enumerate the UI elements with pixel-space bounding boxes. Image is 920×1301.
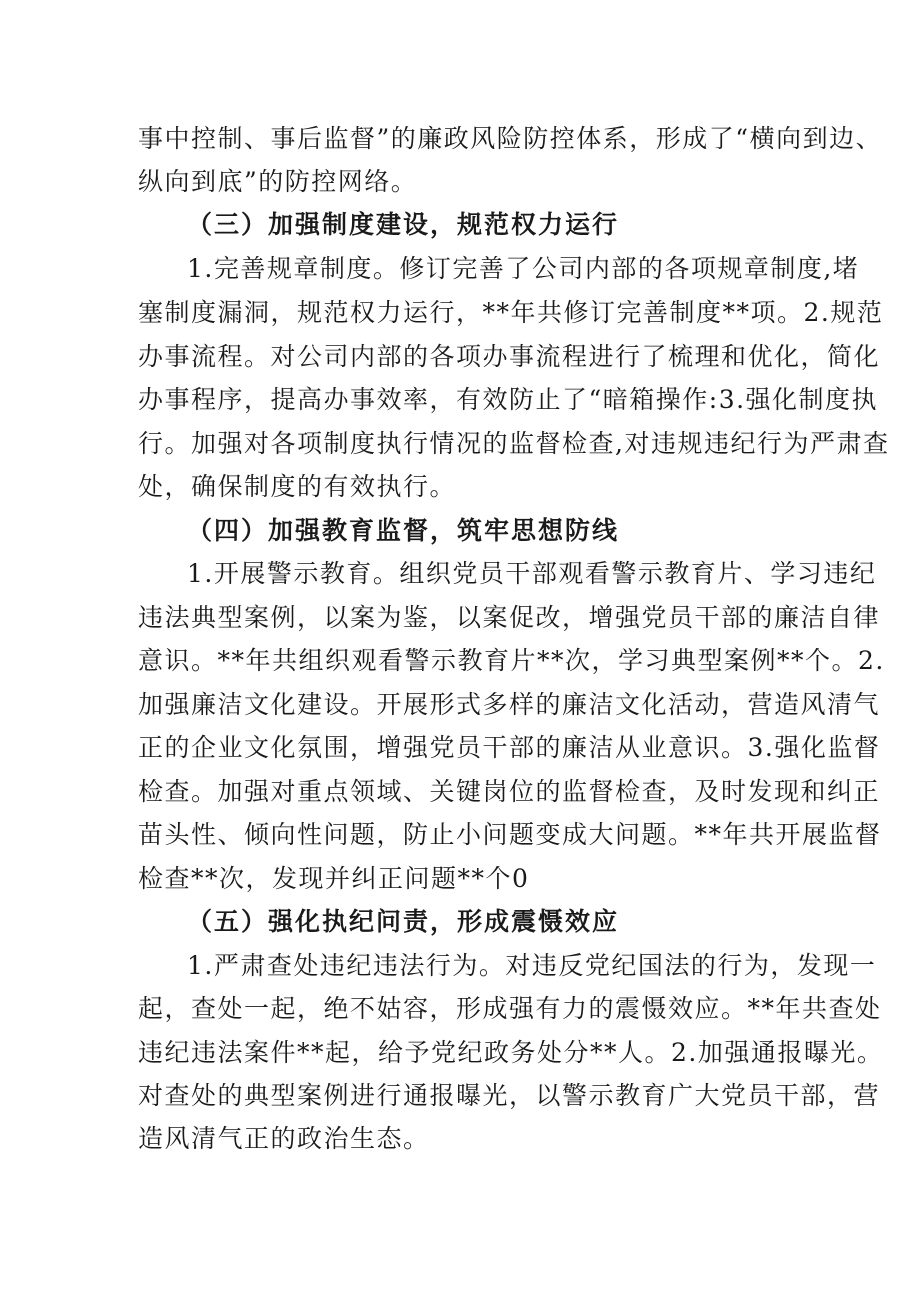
body-text-line: 违法典型案例，以案为鉴，以案促改，增强党员干部的廉洁自律 bbox=[138, 603, 881, 632]
body-text-line: 对查处的典型案例进行通报曝光，以警示教育广大党员干部，营 bbox=[138, 1081, 881, 1110]
section-heading-3: （三）加强制度建设，规范权力运行 bbox=[187, 210, 620, 239]
body-text-line: 违纪违法案件**起，给予党纪政务处分**人。2.加强通报曝光。 bbox=[138, 1038, 884, 1067]
body-text-line: 纵向到底”的防控网络。 bbox=[138, 167, 418, 196]
body-text-line: 1.完善规章制度。修订完善了公司内部的各项规章制度,堵 bbox=[187, 254, 860, 283]
body-text-line: 检查**次，发现并纠正问题**个0 bbox=[138, 864, 530, 893]
body-text-line: 正的企业文化氛围，增强党员干部的廉洁从业意识。3.强化监督 bbox=[138, 733, 881, 762]
body-text-line: 1.开展警示教育。组织党员干部观看警示教育片、学习违纪 bbox=[187, 559, 877, 588]
body-text-line: 苗头性、倾向性问题，防止小问题变成大问题。**年共开展监督 bbox=[138, 820, 882, 849]
body-text-line: 处，确保制度的有效执行。 bbox=[138, 472, 457, 501]
body-text-line: 塞制度漏洞，规范权力运行，**年共修订完善制度**项。2.规范 bbox=[138, 298, 884, 327]
body-text-line: 办事流程。对公司内部的各项办事流程进行了梳理和优化，简化 bbox=[138, 342, 881, 371]
body-text-line: 办事程序，提高办事效率，有效防止了“暗箱操作:3.强化制度执 bbox=[138, 385, 879, 414]
body-text-line: 行。加强对各项制度执行情况的监督检查,对违规违纪行为严肃查 bbox=[138, 429, 890, 458]
body-text-line: 加强廉洁文化建设。开展形式多样的廉洁文化活动，营造风清气 bbox=[138, 690, 881, 719]
body-text-line: 事中控制、事后监督”的廉政风险防控体系，形成了“横向到边、 bbox=[138, 124, 883, 153]
body-text-line: 检查。加强对重点领域、关键岗位的监督检查，及时发现和纠正 bbox=[138, 777, 881, 806]
body-text-line: 1.严肃查处违纪违法行为。对违反党纪国法的行为，发现一 bbox=[187, 951, 877, 980]
section-heading-4: （四）加强教育监督，筑牢思想防线 bbox=[187, 516, 620, 545]
body-text-line: 造风清气正的政治生态。 bbox=[138, 1124, 430, 1153]
body-text-line: 起，查处一起，绝不姑容，形成强有力的震慑效应。**年共查处 bbox=[138, 994, 882, 1023]
body-text-line: 意识。**年共组织观看警示教育片**次，学习典型案例**个。2. bbox=[138, 646, 885, 675]
section-heading-5: （五）强化执纪问责，形成震慑效应 bbox=[187, 907, 620, 936]
